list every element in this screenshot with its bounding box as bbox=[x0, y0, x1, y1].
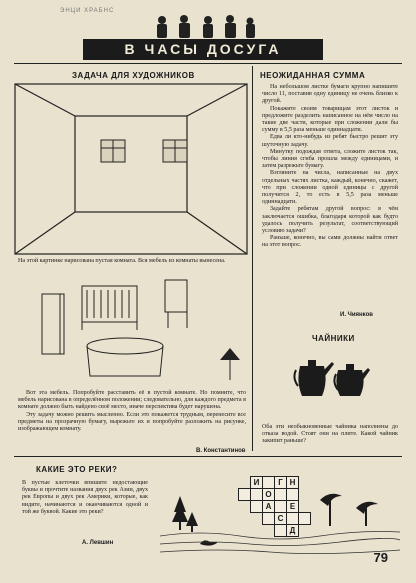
task-body bbox=[18, 390, 246, 433]
sum-paragraph: Раньше, конечно, вы сами должны найти ответ на этот вопрос. bbox=[262, 235, 398, 249]
column-divider bbox=[252, 66, 253, 451]
empty-room-drawing bbox=[15, 84, 247, 254]
room-caption: На этой картинке нарисована пустая комната. Вся мебель из комнаты вынесена. bbox=[18, 258, 226, 264]
furniture-drawing bbox=[30, 276, 245, 388]
crossword-cell: Д bbox=[286, 524, 299, 537]
banner-title: В ЧАСЫ ДОСУГА bbox=[124, 41, 282, 57]
crossword-cell: О bbox=[262, 488, 275, 501]
rivers-text: В пустые клеточки впишите недостающие буквы и прочтите названия двух рек Азии, двух рек Европы и двух рек Америки, которые, как видите, начинаются и оканчиваются одной и той же буквой. Какие это реки? bbox=[22, 480, 148, 515]
page-number: 79 bbox=[373, 550, 388, 565]
sum-paragraph: Взгляните на числа, написанные на двух отдельных частях листка, каждый, конечно, скажет, что при сложении одной единицы с другой получится 2, то есть в 5,5 раза меньше одиннадцати. bbox=[262, 170, 398, 206]
task-author: В. Константинов bbox=[196, 448, 246, 454]
rivers-author: А. Левшин bbox=[82, 540, 114, 546]
top-rule bbox=[14, 63, 402, 64]
section-banner bbox=[83, 39, 323, 60]
kettles-drawing bbox=[294, 350, 370, 400]
crossword-cell: И bbox=[250, 476, 263, 489]
crossword-cell: Г bbox=[274, 476, 287, 489]
sum-body bbox=[262, 84, 398, 250]
sum-paragraph: Покажите своим товарищам этот листок и предложите разделить написанное на нём число на такие две части, которые при сложении дали бы сумму в 5,5 раза меньше одиннадцати. bbox=[262, 105, 398, 134]
task-title: ЗАДАЧА ДЛЯ ХУДОЖНИКОВ bbox=[72, 71, 195, 80]
task-paragraph: Вот эта мебель. Попробуйте расставить её в пустой комнате. Но помните, что мебель нарисована в определённом положении; следовательно, для каждого предмета в комнате должно быть найдено своё место, иначе перспектива будет нарушена. bbox=[18, 390, 246, 411]
crossword-cell: Е bbox=[286, 500, 299, 513]
sum-paragraph: Едва ли кто-нибудь из ребят быстро решит эту шуточную задачу. bbox=[262, 134, 398, 148]
crossword-cell: А bbox=[262, 500, 275, 513]
sum-author: И. Чиянков bbox=[340, 312, 373, 318]
sum-title: НЕОЖИДАННАЯ СУММА bbox=[260, 71, 366, 80]
children-illustration bbox=[150, 14, 260, 41]
sum-paragraph: Задайте ребятам другой вопрос: в чём заключается ошибка, благодаря которой как будто удалось получить результат, соответствующий условию задачи? bbox=[262, 206, 398, 235]
crossword-cell: С bbox=[274, 512, 287, 525]
crossword-cell: Н bbox=[286, 476, 299, 489]
crossword-cell bbox=[298, 512, 311, 525]
running-header: ЭНЦИ ХРАБНС bbox=[60, 8, 115, 14]
bottom-rule bbox=[14, 456, 402, 457]
kettles-text: Оба эти необыкновенные чайника наполнены до отказа водой. Стоят они на плите. Какой чайник закипит раньше? bbox=[262, 424, 398, 445]
task-paragraph: Эту задачу можно решить мысленно. Если это покажется трудным, перенесите все предметы на прозрачную бумагу, вырежьте их и попробуйте разложить на рисунке, изображающем комнату. bbox=[18, 411, 246, 433]
kettles-title: ЧАЙНИКИ bbox=[312, 334, 355, 343]
sum-paragraph: Минутку подождав ответа, сложите листок так, чтобы линия сгиба прошла между единицами, и затем разрежьте бумагу. bbox=[262, 148, 398, 170]
sum-paragraph: На небольшом листке бумаги крупно напишите число 11, поставив одну единицу не очень близко к другой. bbox=[262, 84, 398, 105]
rivers-title: КАКИЕ ЭТО РЕКИ? bbox=[36, 465, 118, 474]
